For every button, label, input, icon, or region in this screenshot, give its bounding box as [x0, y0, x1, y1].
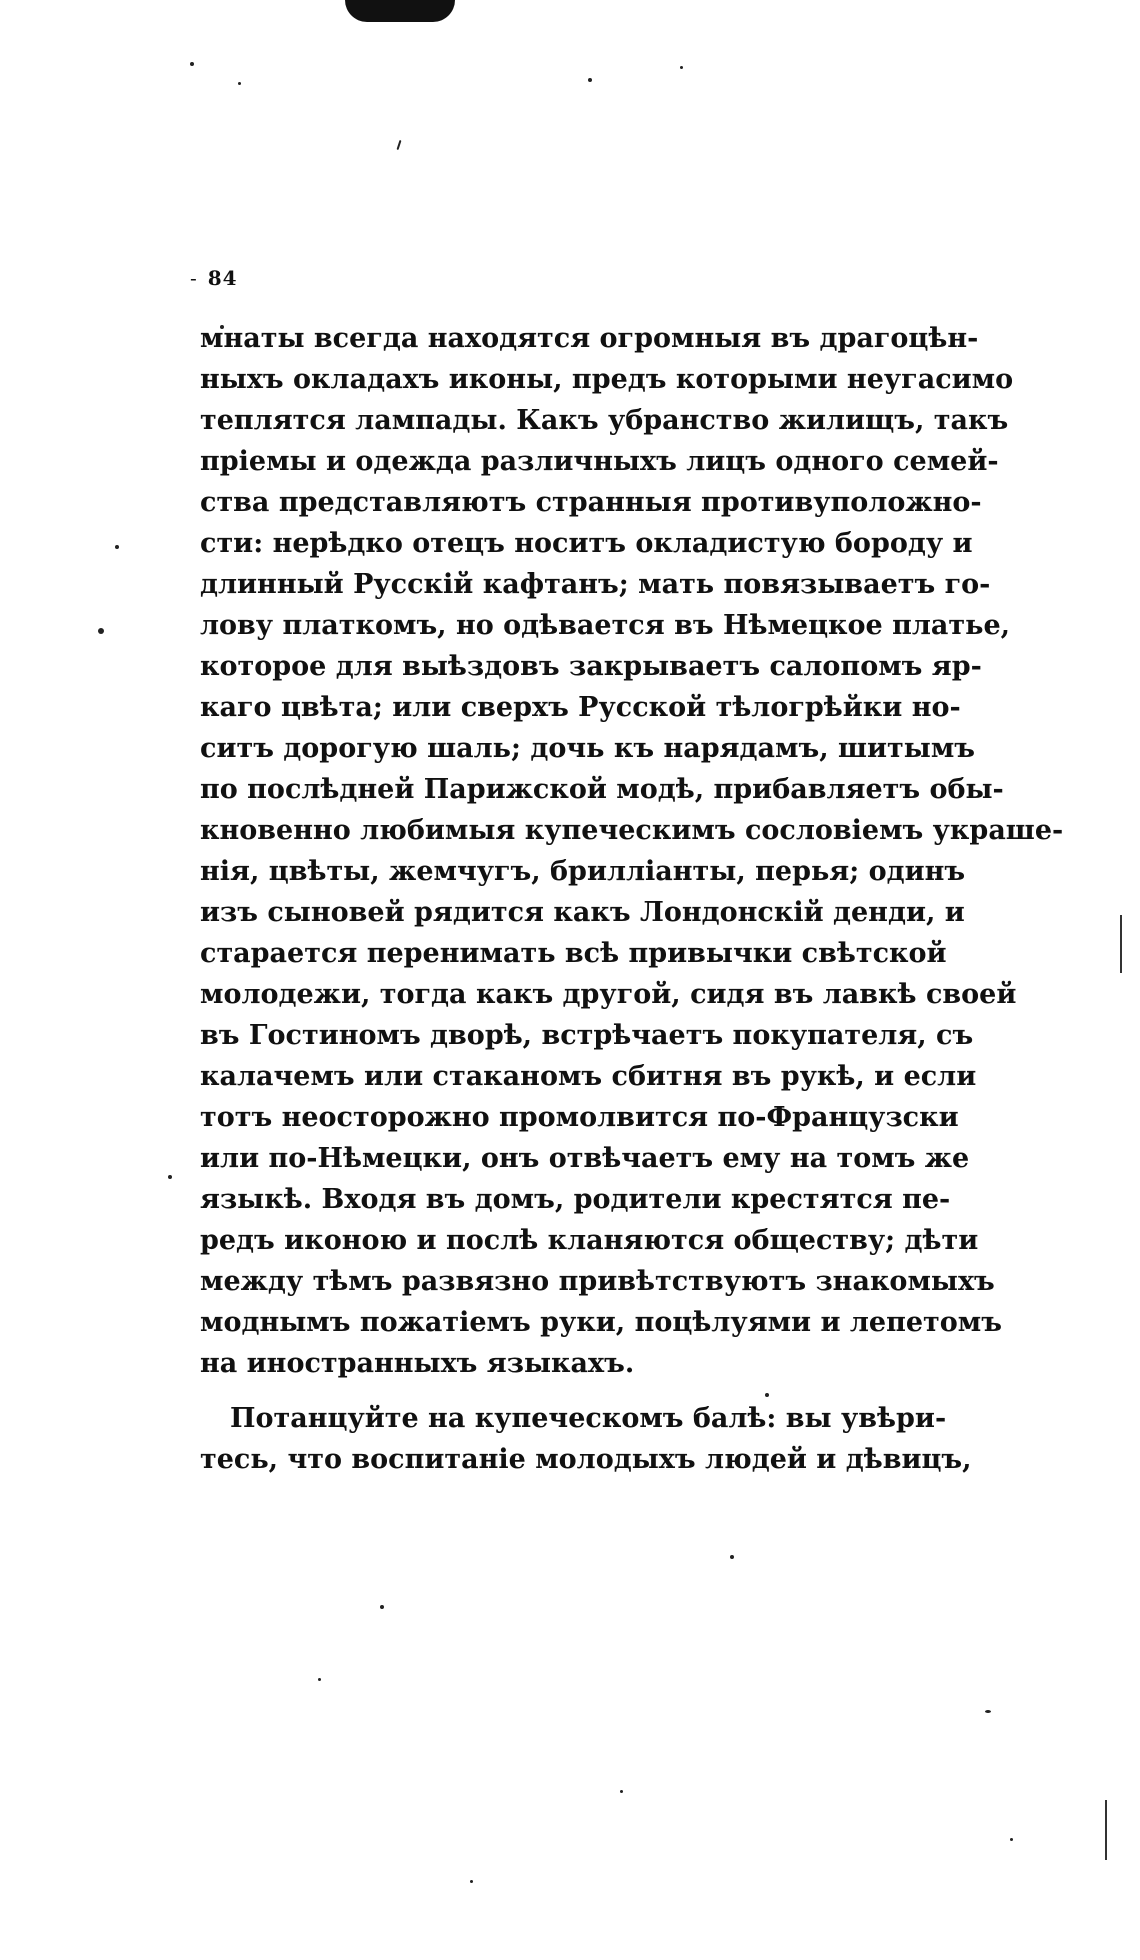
scan-ink-blot: [345, 0, 455, 22]
text-line: теплятся лампады. Какъ убранство жилищъ, такъ: [200, 405, 1009, 436]
scan-speck: [318, 1678, 321, 1681]
text-line: моднымъ пожатіемъ руки, поцѣлуями и лепетомъ: [200, 1307, 1002, 1338]
scan-edge-line: [1105, 1800, 1107, 1860]
page-number-value: 84: [207, 266, 238, 290]
text-line: на иностранныхъ языкахъ.: [200, 1348, 635, 1379]
scan-speck: [470, 1880, 473, 1883]
scan-speck: [115, 545, 119, 549]
text-line: старается перенимать всѣ привычки свѣтской: [200, 938, 947, 969]
text-line: языкѣ. Входя въ домъ, родители крестятся пе-: [200, 1184, 951, 1215]
scan-speck: [98, 628, 104, 634]
text-line: изъ сыновей рядится какъ Лондонскій денди, и: [200, 897, 965, 928]
text-line: кновенно любимыя купеческимъ сословіемъ украше-: [200, 815, 1064, 846]
scan-speck: [238, 82, 241, 85]
text-line: нія, цвѣты, жемчугъ, брилліанты, перья; одинъ: [200, 856, 966, 887]
scan-speck: [680, 66, 683, 69]
text-line: сти: нерѣдко отецъ носитъ окладистую бороду и: [200, 528, 973, 559]
text-line: редъ иконою и послѣ кланяются обществу; дѣти: [200, 1225, 979, 1256]
text-line: въ Гостиномъ дворѣ, встрѣчаетъ покупателя, съ: [200, 1020, 974, 1051]
text-line: мнаты всегда находятся огромныя въ драгоцѣн-: [200, 323, 979, 354]
scan-speck: [190, 62, 194, 66]
text-line: тесь, что воспитаніе молодыхъ людей и дѣвицъ,: [200, 1444, 972, 1475]
body-text: [200, 318, 1064, 1480]
text-line: калачемъ или стаканомъ сбитня въ рукѣ, и если: [200, 1061, 977, 1092]
paragraph-1: [200, 318, 1064, 1384]
text-line: тотъ неосторожно промолвится по-Французски: [200, 1102, 959, 1133]
text-line: пріемы и одежда различныхъ лицъ одного семей-: [200, 446, 999, 477]
scan-speck: [397, 140, 402, 150]
scan-speck: [620, 1790, 623, 1793]
page-number-prefix: -: [190, 266, 198, 290]
page-number: [190, 266, 238, 290]
text-line: молодежи, тогда какъ другой, сидя въ лавкѣ своей: [200, 979, 1017, 1010]
text-line: ства представляютъ странныя противуположно-: [200, 487, 982, 518]
text-line: между тѣмъ развязно привѣтствуютъ знакомыхъ: [200, 1266, 995, 1297]
text-line: которое для выѣздовъ закрываетъ салопомъ яр-: [200, 651, 982, 682]
paragraph-gap: [200, 1384, 925, 1398]
text-line: по послѣдней Парижской модѣ, прибавляетъ обы-: [200, 774, 1004, 805]
text-line: длинный Русскій кафтанъ; мать повязываетъ го-: [200, 569, 991, 600]
text-line: ситъ дорогую шаль; дочь къ нарядамъ, шитымъ: [200, 733, 975, 764]
paragraph-2: [200, 1398, 972, 1480]
text-line: ныхъ окладахъ иконы, предъ которыми неугасимо: [200, 364, 1014, 395]
scan-speck: [588, 78, 592, 82]
scan-speck: [985, 1710, 991, 1713]
scan-speck: [168, 1175, 172, 1179]
scan-speck: [730, 1555, 734, 1559]
scan-edge-line: [1120, 915, 1122, 973]
text-line: каго цвѣта; или сверхъ Русской тѣлогрѣйки но-: [200, 692, 961, 723]
text-line: Потанцуйте на купеческомъ балѣ: вы увѣри-: [230, 1403, 947, 1434]
scan-speck: [380, 1605, 384, 1609]
text-line: лову платкомъ, но одѣвается въ Нѣмецкое платье,: [200, 610, 1011, 641]
text-line: или по-Нѣмецки, онъ отвѣчаетъ ему на томъ же: [200, 1143, 970, 1174]
scan-speck: [1010, 1838, 1013, 1841]
